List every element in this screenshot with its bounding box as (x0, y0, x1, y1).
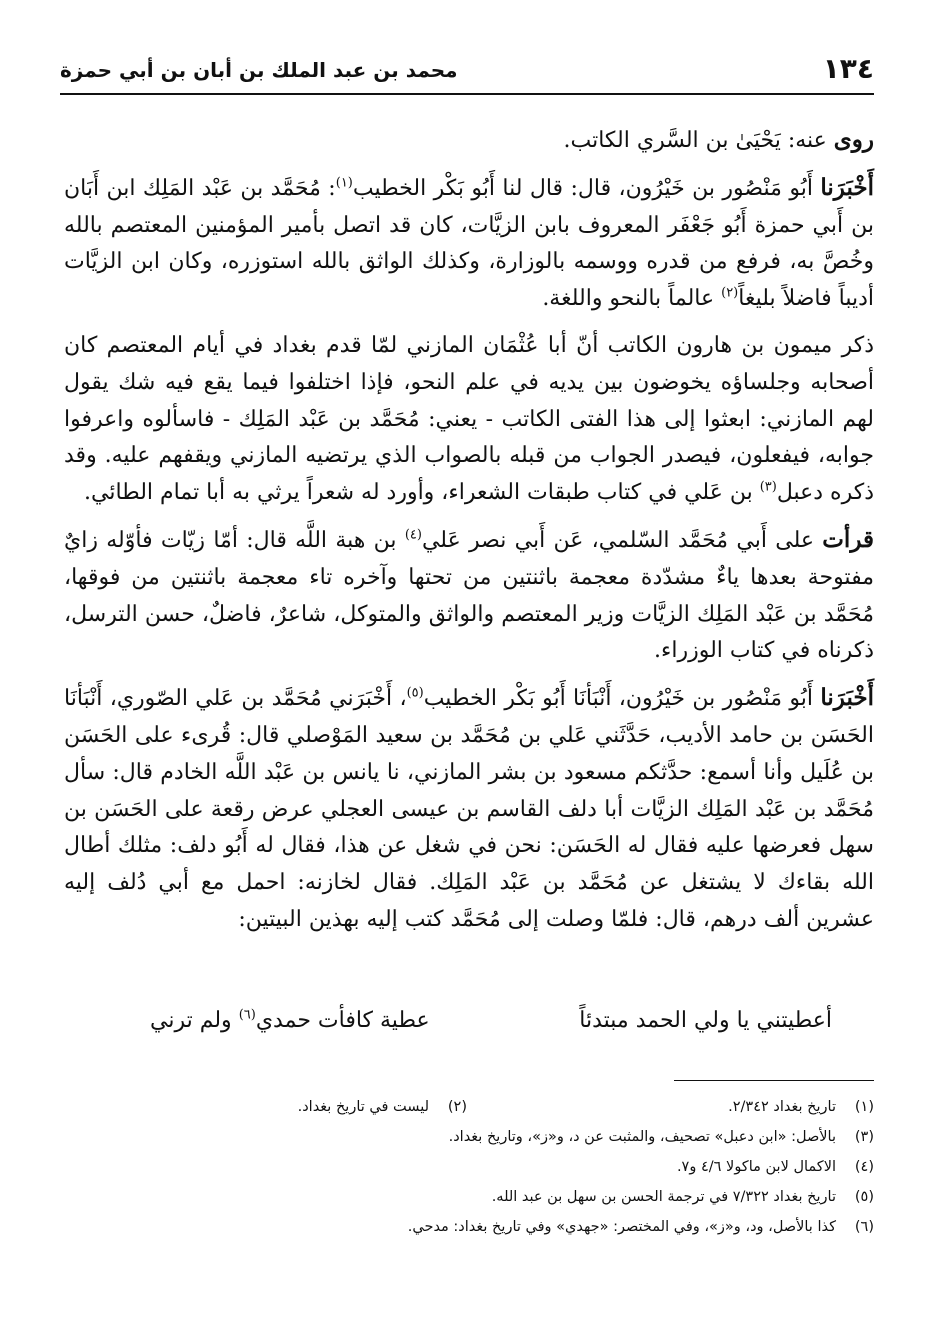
footnote-number: (٤) (854, 1159, 874, 1175)
footnote-marker-1[interactable]: (١) (335, 175, 353, 191)
footnote-5 (60, 1182, 874, 1212)
footnote-number: (٦) (854, 1219, 874, 1235)
paragraph-5 (64, 680, 874, 939)
footnote-text: الاكمال لابن ماكولا ٤/٦ و٧. (676, 1159, 836, 1175)
paragraph-text: بن هبة اللَّه قال: أمّا زيّات فأوّله زايٌ مفتوحة بعدها ياءٌ مشدّدة معجمة باثنتين من تحتها وآخره تاء معجمة باثنتين من فوقها، مُحَمَّد بن عَبْد المَلِك الزيَّات وزير المعتصم والواثق والمتوكل، شاعرٌ، فاضلٌ، حسن الترسل، ذكرناه في كتاب الوزراء. (64, 527, 874, 664)
footnote-text: ليست في تاريخ بغداد. (297, 1099, 429, 1115)
footnote-number: (٢) (447, 1099, 467, 1115)
verse-text: ولم ترني (150, 1008, 239, 1033)
footnote-number: (١) (854, 1099, 874, 1115)
paragraph-lead-word: أَخْبَرَنا (820, 684, 875, 712)
footnote-1 (467, 1092, 874, 1122)
footnote-row (60, 1092, 874, 1122)
footnote-text: كذا بالأصل، ود، و«ز»، وفي المختصر: «جهدي» وفي تاريخ بغداد: مدحي. (407, 1219, 836, 1235)
paragraph-text: : مُحَمَّد بن عَبْد المَلِك ابن أَبَان بن أَبي حمزة أَبُو جَعْفَر المعروف بابن الزيَّات، كان قد اتصل بأمير المؤمنين المعتصم بالله وخُصَّ به، فرفع من قدره ووسمه بالوزارة، وكذلك الواثق بالله استوزره، وكان ابن الزيَّات أديباً فاضلاً بليغاً (64, 175, 874, 312)
footnote-number: (٥) (854, 1189, 874, 1205)
paragraph-1 (64, 122, 874, 160)
paragraph-lead-word: أَخْبَرَنا (820, 173, 874, 201)
footnotes (60, 1092, 874, 1242)
paragraph-4 (64, 522, 874, 670)
paragraph-text: عنه: يَحْيَىٰ بن السَّري الكاتب. (563, 128, 834, 153)
verse-first-hemistich: أعطيتني يا ولي الحمد مبتدئاً (579, 1008, 832, 1033)
footnote-2 (60, 1092, 467, 1122)
page-number: ١٣٤ (822, 52, 874, 85)
footnote-text: تاريخ بغداد ٧/٣٢٢ في ترجمة الحسن بن سهل بن عبد الله. (491, 1189, 836, 1205)
paragraph-2 (64, 170, 874, 318)
footnote-marker-3[interactable]: (٣) (759, 479, 777, 495)
footnote-marker-2[interactable]: (٢) (721, 285, 739, 301)
paragraph-text: أَبُو مَنْصُور بن خَيْرُون، أَنْبَأنَا أَبُو بَكْر الخطيب (423, 686, 821, 712)
footnote-marker-4[interactable]: (٤) (404, 527, 422, 543)
paragraph-text: ذكر ميمون بن هارون الكاتب أنّ أبا عُثْمَان المازني لمّا قدم بغداد في أيام المعتصم كان أصحابه وجلساؤه يخوضون بين يديه في علم النحو، فإذا اختلفوا فيما يقع فيه شك يقول لهم المازني: ابعثوا إلى هذا الفتى الكاتب - يعني: مُحَمَّد بن عَبْد المَلِك - فاسألوه واعرفوا جوابه، فيفعلون، فيصدر الجواب من قبله بالصواب الذي يرتضيه المازني ويقفهم عليه. وقد ذكره دعبل (64, 332, 874, 506)
footnote-3 (60, 1122, 874, 1152)
paragraph-text: أَبُو مَنْصُور بن خَيْرُون، قال: قال لنا أَبُو بَكْر الخطيب (352, 175, 821, 201)
running-title: محمد بن عبد الملك بن أبان بن أبي حمزة (60, 58, 458, 82)
footnote-number: (٣) (854, 1129, 874, 1145)
paragraph-text: على أَبي مُحَمَّد السّلمي، عَن أَبي نصر عَلي (421, 527, 823, 553)
main-text (64, 122, 874, 939)
paragraph-text: بن عَلي في كتاب طبقات الشعراء، وأورد له شعراً يرثي به أبا تمام الطائي. (84, 480, 760, 506)
poem-verse (150, 1008, 832, 1033)
paragraph-text: عالماً بالنحو واللغة. (542, 286, 722, 312)
paragraph-lead-word: روى (833, 126, 874, 153)
paragraph-text: ، أَخْبَرَني مُحَمَّد بن عَلي الصّوري، أَنْبَأنَا الحَسَن بن حامد الأديب، حَدَّثَني عَلي بن مُحَمَّد بن سعيد المَوْصلي قال: قُرىء على الحَسَن بن عُلَيل وأنا أسمع: حدَّثكم مسعود بن بشر المازني، نا يانس بن عَبْد اللَّه الخادم قال: سأل مُحَمَّد بن عَبْد المَلِك الزيَّات أبا دلف القاسم بن عيسى العجلي عرض رقعة على الحَسَن بن سهل فعرضها عليه فقال له الحَسَن: نحن في شغل عن هذا، فقال له أَبُو دلف: مثلك أطال الله بقاءك لا يشتغل عن مُحَمَّد بن عَبْد المَلِك. فقال لخازنه: احمل مع أبي دُلف إليه عشرين ألف درهم، قال: فلمّا وصلت إلى مُحَمَّد كتب إليه بهذين البيتين: (64, 686, 874, 932)
verse-second-hemistich (150, 1008, 430, 1033)
footnote-marker-5[interactable]: (٥) (406, 685, 424, 701)
footnote-6 (60, 1212, 874, 1242)
verse-text: عطية كافأت حمدي (255, 1008, 430, 1033)
paragraph-3 (64, 328, 874, 512)
footnote-text: بالأصل: «ابن دعبل» تصحيف، والمثبت عن د، و«ز»، وتاريخ بغداد. (448, 1129, 836, 1145)
page-header (60, 50, 874, 90)
footnote-marker-6[interactable]: (٦) (238, 1007, 256, 1023)
footnote-4 (60, 1152, 874, 1182)
footnote-text: تاريخ بغداد ٢/٣٤٢. (728, 1099, 836, 1115)
paragraph-lead-word: قرأت (822, 525, 875, 553)
header-rule (60, 93, 874, 95)
footnote-rule (674, 1080, 874, 1081)
